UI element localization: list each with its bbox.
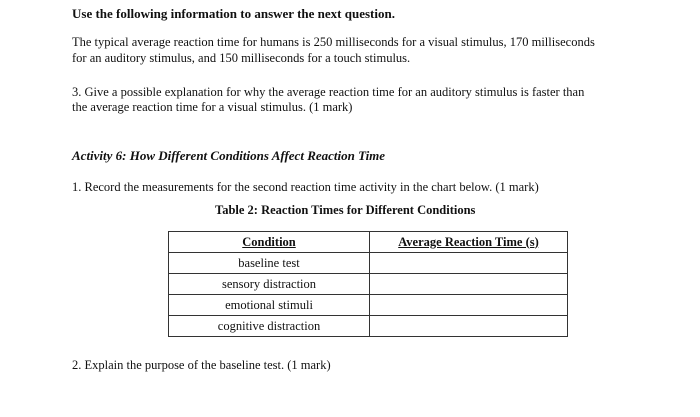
table-header-row: [169, 232, 568, 253]
condition-cell: cognitive distraction: [169, 316, 370, 337]
conditions-table: [168, 231, 568, 337]
reaction-time-cell[interactable]: [370, 316, 568, 337]
reaction-time-cell[interactable]: [370, 274, 568, 295]
condition-cell: baseline test: [169, 253, 370, 274]
info-paragraph-line-1: The typical average reaction time for humans is 250 milliseconds for a visual stimulus, 170 milliseconds: [72, 35, 595, 49]
condition-cell: sensory distraction: [169, 274, 370, 295]
reaction-time-cell[interactable]: [370, 253, 568, 274]
info-paragraph-line-2: for an auditory stimulus, and 150 milliseconds for a touch stimulus.: [72, 51, 411, 65]
question-2: 2. Explain the purpose of the baseline test. (1 mark): [72, 358, 331, 372]
section-heading: Use the following information to answer the next question.: [72, 6, 395, 21]
question-3-line-1: 3. Give a possible explanation for why the average reaction time for an auditory stimulus is faster than: [72, 85, 585, 99]
condition-cell: emotional stimuli: [169, 295, 370, 316]
header-condition: Condition: [169, 232, 370, 253]
question-3-line-2: the average reaction time for a visual stimulus. (1 mark): [72, 100, 353, 114]
activity-title: Activity 6: How Different Conditions Affect Reaction Time: [72, 148, 386, 163]
table-row: [169, 253, 568, 274]
reaction-time-cell[interactable]: [370, 295, 568, 316]
table-row: [169, 295, 568, 316]
table-row: [169, 316, 568, 337]
table-row: [169, 274, 568, 295]
table-caption: Table 2: Reaction Times for Different Conditions: [215, 203, 476, 217]
header-average-reaction-time: Average Reaction Time (s): [370, 232, 568, 253]
question-1: 1. Record the measurements for the second reaction time activity in the chart below. (1 mark): [72, 180, 539, 194]
